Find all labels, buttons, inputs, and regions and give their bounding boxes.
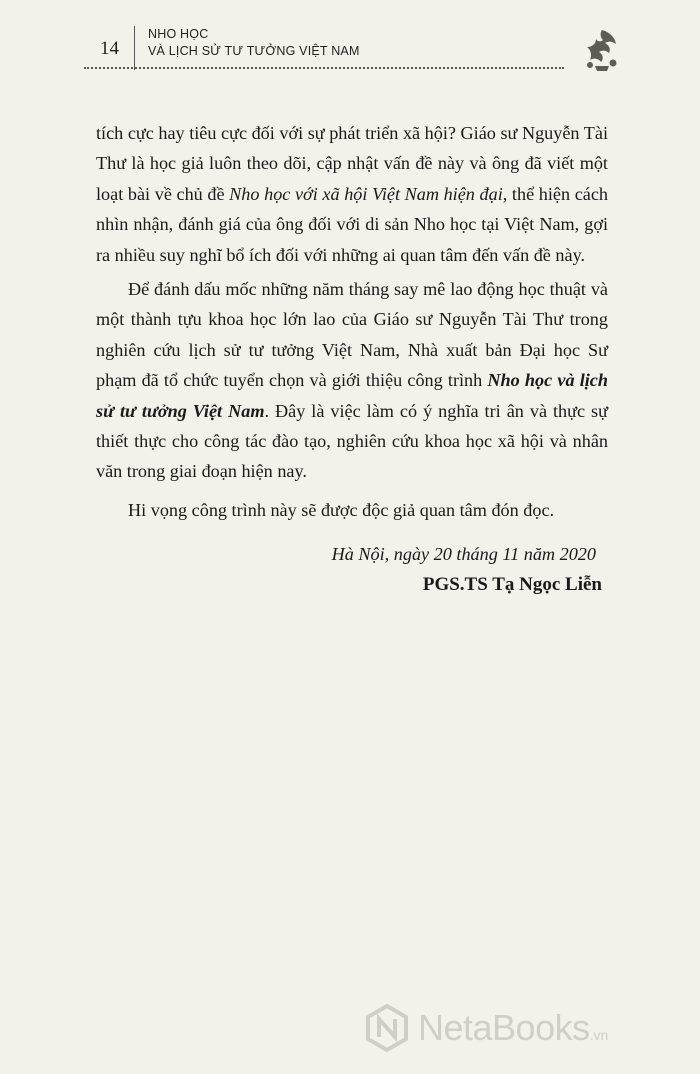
paragraph-1 bbox=[96, 118, 608, 270]
signature-place-date: Hà Nội, ngày 20 tháng 11 năm 2020 bbox=[331, 544, 596, 565]
netabooks-watermark bbox=[360, 1003, 700, 1053]
paragraph-1-emphasis: Nho học với xã hội Việt Nam hiện đại bbox=[229, 183, 503, 204]
watermark-suffix: .vn bbox=[589, 1027, 609, 1043]
signature-author: PGS.TS Tạ Ngọc Liễn bbox=[422, 573, 602, 595]
body-text bbox=[96, 118, 608, 600]
netabooks-logo-icon bbox=[362, 1003, 412, 1053]
paragraph-2-text-b: . Đây là việc làm có ý nghĩa tri ân và thực sự thiết thực cho công tác đào tạo, nghiên cứu khoa học xã hội và nhân văn trong giai đoạn hiện nay. bbox=[96, 400, 608, 482]
paragraph-2-text-a: Để đánh dấu mốc những năm tháng say mê lao động học thuật và một thành tựu khoa học lớn lao của Giáo sư Nguyễn Tài Thư trong nghiên cứu lịch sử tư tưởng Việt Nam, Nhà xuất bản Đại học Sư phạm đã tổ chức tuyển chọn và giới thiệu công trình bbox=[96, 279, 608, 391]
header-separator bbox=[134, 26, 135, 70]
paragraph-2 bbox=[96, 274, 608, 487]
page-number: 14 bbox=[100, 38, 119, 59]
paragraph-1-text-a: tích cực hay tiêu cực đối với sự phát triển xã hội? Giáo sư Nguyễn Tài Thư là học giả luôn theo dõi, cập nhật vấn đề này và ông đã viết một loạt bài về chủ đề bbox=[96, 123, 608, 204]
dragon-ornament-icon bbox=[582, 28, 622, 72]
paragraph-3: Hi vọng công trình này sẽ được độc giả quan tâm đón đọc. bbox=[128, 499, 555, 520]
watermark-text bbox=[418, 1007, 608, 1049]
header-dotted-rule bbox=[84, 67, 564, 69]
paragraph-1-text-b: , thể hiện cách nhìn nhận, đánh giá của ông đối với di sản Nho học tại Việt Nam, gợi ra nhiều suy nghĩ bổ ích đối với những ai quan tâm đến vấn đề này. bbox=[96, 183, 609, 265]
paragraph-2-book-title-text: Nho học và lịch sử tư tưởng Việt Nam bbox=[96, 370, 608, 421]
book-title-line-2: VÀ LỊCH SỬ TƯ TƯỞNG VIỆT NAM bbox=[148, 44, 360, 58]
book-title-line-1: NHO HỌC bbox=[148, 27, 209, 41]
book-title bbox=[148, 26, 360, 60]
watermark-brand: NetaBooks bbox=[418, 1007, 590, 1048]
